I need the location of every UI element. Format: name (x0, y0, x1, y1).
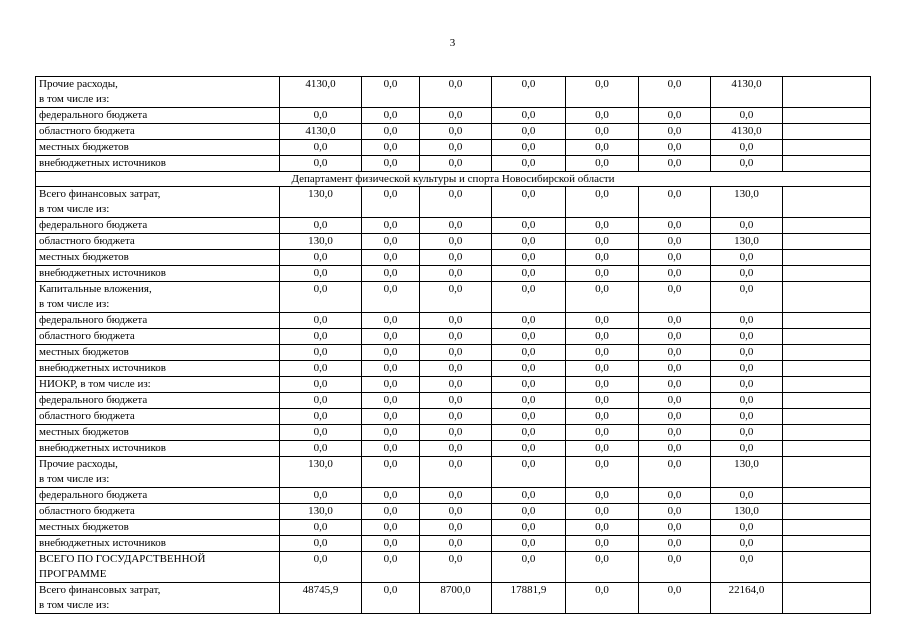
row-label: местных бюджетов (36, 345, 280, 361)
value-cell: 0,0 (566, 124, 639, 140)
value-cell: 0,0 (639, 425, 711, 441)
value-cell: 22164,0 (711, 583, 783, 614)
value-cell: 0,0 (711, 361, 783, 377)
value-cell: 0,0 (711, 266, 783, 282)
row-label: областного бюджета (36, 329, 280, 345)
value-cell: 0,0 (711, 250, 783, 266)
value-cell: 0,0 (639, 156, 711, 172)
value-cell (783, 140, 871, 156)
value-cell: 0,0 (639, 250, 711, 266)
table-row (36, 504, 871, 520)
value-cell: 0,0 (362, 361, 420, 377)
value-cell: 0,0 (492, 393, 566, 409)
value-cell: 130,0 (280, 234, 362, 250)
table-row (36, 345, 871, 361)
value-cell (783, 108, 871, 124)
value-cell: 0,0 (639, 504, 711, 520)
value-cell (783, 457, 871, 488)
value-cell: 0,0 (639, 266, 711, 282)
row-label: внебюджетных источников (36, 361, 280, 377)
value-cell: 0,0 (280, 377, 362, 393)
value-cell: 0,0 (420, 108, 492, 124)
value-cell: 0,0 (420, 488, 492, 504)
value-cell: 0,0 (492, 313, 566, 329)
value-cell (783, 266, 871, 282)
value-cell: 0,0 (566, 313, 639, 329)
row-label: федерального бюджета (36, 108, 280, 124)
value-cell: 0,0 (420, 457, 492, 488)
table-row (36, 282, 871, 313)
value-cell: 0,0 (492, 488, 566, 504)
table-row (36, 124, 871, 140)
value-cell (783, 313, 871, 329)
value-cell: 0,0 (711, 218, 783, 234)
value-cell: 0,0 (362, 488, 420, 504)
value-cell: 0,0 (566, 441, 639, 457)
row-label: Всего финансовых затрат, в том числе из: (36, 187, 280, 218)
value-cell: 0,0 (566, 520, 639, 536)
row-label: местных бюджетов (36, 520, 280, 536)
value-cell (783, 425, 871, 441)
value-cell: 0,0 (566, 536, 639, 552)
row-label: ВСЕГО ПО ГОСУДАРСТВЕННОЙ ПРОГРАММЕ (36, 552, 280, 583)
value-cell: 0,0 (420, 250, 492, 266)
value-cell: 0,0 (492, 457, 566, 488)
value-cell (783, 124, 871, 140)
value-cell: 0,0 (639, 409, 711, 425)
value-cell: 0,0 (566, 488, 639, 504)
table-row (36, 520, 871, 536)
row-label: федерального бюджета (36, 313, 280, 329)
value-cell: 0,0 (492, 361, 566, 377)
value-cell: 0,0 (566, 140, 639, 156)
value-cell: 0,0 (711, 409, 783, 425)
value-cell (783, 552, 871, 583)
value-cell: 0,0 (711, 282, 783, 313)
table-row (36, 536, 871, 552)
value-cell: 0,0 (639, 520, 711, 536)
value-cell: 0,0 (566, 457, 639, 488)
value-cell: 0,0 (280, 329, 362, 345)
row-label: областного бюджета (36, 409, 280, 425)
value-cell: 0,0 (639, 583, 711, 614)
value-cell (783, 329, 871, 345)
value-cell (783, 282, 871, 313)
table-row (36, 377, 871, 393)
value-cell: 0,0 (639, 77, 711, 108)
value-cell: 0,0 (362, 425, 420, 441)
value-cell (783, 250, 871, 266)
value-cell (783, 77, 871, 108)
value-cell: 0,0 (420, 124, 492, 140)
value-cell: 0,0 (566, 583, 639, 614)
value-cell: 0,0 (362, 218, 420, 234)
row-label: местных бюджетов (36, 250, 280, 266)
value-cell: 0,0 (639, 457, 711, 488)
table-row (36, 108, 871, 124)
value-cell: 130,0 (711, 457, 783, 488)
value-cell (783, 409, 871, 425)
value-cell: 0,0 (639, 218, 711, 234)
value-cell: 0,0 (492, 218, 566, 234)
value-cell: 0,0 (362, 409, 420, 425)
value-cell: 0,0 (420, 425, 492, 441)
value-cell: 0,0 (280, 156, 362, 172)
value-cell: 0,0 (280, 361, 362, 377)
value-cell: 0,0 (362, 504, 420, 520)
value-cell (783, 377, 871, 393)
value-cell: 0,0 (492, 266, 566, 282)
table-row (36, 234, 871, 250)
value-cell: 0,0 (492, 520, 566, 536)
value-cell: 0,0 (639, 187, 711, 218)
value-cell: 0,0 (420, 377, 492, 393)
value-cell: 0,0 (362, 520, 420, 536)
table-row (36, 187, 871, 218)
value-cell (783, 520, 871, 536)
value-cell: 0,0 (362, 393, 420, 409)
value-cell: 0,0 (362, 345, 420, 361)
value-cell: 0,0 (492, 156, 566, 172)
value-cell: 8700,0 (420, 583, 492, 614)
value-cell: 0,0 (362, 124, 420, 140)
value-cell (783, 345, 871, 361)
value-cell: 0,0 (280, 552, 362, 583)
value-cell: 0,0 (362, 536, 420, 552)
value-cell: 0,0 (420, 361, 492, 377)
value-cell (783, 156, 871, 172)
value-cell: 0,0 (711, 377, 783, 393)
table-row (36, 156, 871, 172)
value-cell: 0,0 (566, 156, 639, 172)
value-cell: 0,0 (492, 140, 566, 156)
value-cell: 0,0 (566, 377, 639, 393)
value-cell: 0,0 (711, 345, 783, 361)
value-cell: 0,0 (420, 187, 492, 218)
value-cell: 0,0 (362, 266, 420, 282)
row-label: Прочие расходы, в том числе из: (36, 77, 280, 108)
value-cell: 0,0 (639, 361, 711, 377)
row-label: областного бюджета (36, 124, 280, 140)
value-cell: 0,0 (420, 266, 492, 282)
value-cell: 130,0 (711, 234, 783, 250)
value-cell: 0,0 (566, 108, 639, 124)
value-cell: 0,0 (280, 441, 362, 457)
value-cell: 4130,0 (711, 124, 783, 140)
row-label: федерального бюджета (36, 218, 280, 234)
row-label: Всего финансовых затрат, в том числе из: (36, 583, 280, 614)
value-cell: 0,0 (566, 409, 639, 425)
value-cell: 4130,0 (280, 124, 362, 140)
value-cell: 0,0 (711, 108, 783, 124)
value-cell: 0,0 (362, 250, 420, 266)
value-cell: 0,0 (420, 140, 492, 156)
value-cell: 0,0 (280, 250, 362, 266)
value-cell: 0,0 (362, 187, 420, 218)
value-cell: 0,0 (639, 282, 711, 313)
value-cell: 0,0 (492, 329, 566, 345)
value-cell: 130,0 (280, 187, 362, 218)
table-row (36, 583, 871, 614)
value-cell: 0,0 (639, 313, 711, 329)
value-cell: 0,0 (362, 552, 420, 583)
value-cell: 0,0 (711, 520, 783, 536)
row-label: федерального бюджета (36, 488, 280, 504)
value-cell: 0,0 (280, 536, 362, 552)
value-cell: 0,0 (362, 329, 420, 345)
table-row (36, 409, 871, 425)
value-cell: 0,0 (639, 441, 711, 457)
budget-table (35, 76, 871, 614)
row-label: областного бюджета (36, 504, 280, 520)
value-cell: 0,0 (711, 313, 783, 329)
table-row (36, 425, 871, 441)
value-cell: 0,0 (566, 282, 639, 313)
section-header-group (36, 172, 871, 187)
value-cell: 0,0 (566, 329, 639, 345)
value-cell: 48745,9 (280, 583, 362, 614)
value-cell: 0,0 (420, 393, 492, 409)
value-cell: 0,0 (492, 187, 566, 218)
value-cell: 0,0 (492, 250, 566, 266)
value-cell: 0,0 (566, 504, 639, 520)
value-cell: 0,0 (639, 345, 711, 361)
value-cell: 0,0 (420, 520, 492, 536)
value-cell: 130,0 (711, 187, 783, 218)
value-cell: 0,0 (362, 377, 420, 393)
value-cell (783, 504, 871, 520)
value-cell: 0,0 (492, 536, 566, 552)
value-cell: 0,0 (566, 250, 639, 266)
table-row (36, 313, 871, 329)
value-cell: 0,0 (711, 140, 783, 156)
value-cell: 0,0 (639, 234, 711, 250)
value-cell: 0,0 (362, 441, 420, 457)
table-row (36, 441, 871, 457)
value-cell: 0,0 (280, 266, 362, 282)
value-cell: 0,0 (566, 218, 639, 234)
section-title: Департамент физической культуры и спорта Новосибирской области (36, 172, 871, 187)
value-cell: 0,0 (362, 234, 420, 250)
value-cell: 0,0 (420, 504, 492, 520)
row-label: местных бюджетов (36, 425, 280, 441)
value-cell: 0,0 (420, 536, 492, 552)
value-cell: 0,0 (362, 140, 420, 156)
value-cell: 0,0 (420, 552, 492, 583)
value-cell: 0,0 (420, 345, 492, 361)
table-row (36, 393, 871, 409)
value-cell: 0,0 (362, 313, 420, 329)
value-cell: 0,0 (362, 583, 420, 614)
value-cell: 0,0 (639, 552, 711, 583)
value-cell (783, 234, 871, 250)
value-cell: 0,0 (420, 409, 492, 425)
row-label: местных бюджетов (36, 140, 280, 156)
value-cell: 0,0 (420, 282, 492, 313)
value-cell: 0,0 (639, 536, 711, 552)
table-row (36, 77, 871, 108)
value-cell: 0,0 (639, 393, 711, 409)
value-cell: 0,0 (639, 108, 711, 124)
value-cell: 0,0 (280, 393, 362, 409)
value-cell: 0,0 (420, 234, 492, 250)
value-cell: 0,0 (639, 124, 711, 140)
table-row (36, 329, 871, 345)
value-cell: 0,0 (492, 124, 566, 140)
row-label: внебюджетных источников (36, 266, 280, 282)
row-label: внебюджетных источников (36, 536, 280, 552)
row-label: внебюджетных источников (36, 156, 280, 172)
page-number: 3 (449, 37, 456, 49)
value-cell: 0,0 (566, 345, 639, 361)
value-cell: 0,0 (492, 234, 566, 250)
value-cell: 0,0 (492, 409, 566, 425)
row-label: федерального бюджета (36, 393, 280, 409)
value-cell: 0,0 (566, 266, 639, 282)
section-header-row (36, 172, 871, 187)
table-row (36, 552, 871, 583)
value-cell: 0,0 (492, 425, 566, 441)
table-row (36, 361, 871, 377)
value-cell: 0,0 (566, 77, 639, 108)
value-cell: 0,0 (566, 361, 639, 377)
value-cell: 0,0 (280, 140, 362, 156)
value-cell: 0,0 (492, 504, 566, 520)
value-cell: 0,0 (711, 552, 783, 583)
table-row (36, 266, 871, 282)
value-cell: 0,0 (420, 156, 492, 172)
value-cell: 130,0 (280, 504, 362, 520)
value-cell: 0,0 (711, 329, 783, 345)
value-cell: 0,0 (711, 156, 783, 172)
value-cell: 0,0 (566, 425, 639, 441)
value-cell: 0,0 (420, 218, 492, 234)
value-cell: 0,0 (566, 187, 639, 218)
value-cell: 0,0 (420, 441, 492, 457)
table-row (36, 250, 871, 266)
value-cell: 0,0 (280, 313, 362, 329)
value-cell (783, 583, 871, 614)
value-cell: 0,0 (566, 393, 639, 409)
value-cell (783, 536, 871, 552)
value-cell: 17881,9 (492, 583, 566, 614)
value-cell: 0,0 (639, 140, 711, 156)
value-cell: 0,0 (711, 536, 783, 552)
value-cell: 0,0 (492, 77, 566, 108)
table-row (36, 140, 871, 156)
value-cell: 0,0 (492, 108, 566, 124)
value-cell (783, 441, 871, 457)
table-row (36, 457, 871, 488)
value-cell (783, 187, 871, 218)
value-cell: 0,0 (420, 329, 492, 345)
value-cell: 0,0 (280, 520, 362, 536)
value-cell: 0,0 (362, 282, 420, 313)
value-cell: 0,0 (711, 393, 783, 409)
value-cell (783, 361, 871, 377)
value-cell: 0,0 (280, 409, 362, 425)
table-body-top (36, 77, 871, 172)
value-cell: 0,0 (420, 313, 492, 329)
value-cell (783, 218, 871, 234)
value-cell (783, 393, 871, 409)
value-cell: 0,0 (362, 156, 420, 172)
row-label: внебюджетных источников (36, 441, 280, 457)
row-label: Прочие расходы, в том числе из: (36, 457, 280, 488)
value-cell: 0,0 (639, 329, 711, 345)
value-cell: 0,0 (280, 488, 362, 504)
value-cell: 0,0 (492, 345, 566, 361)
row-label: областного бюджета (36, 234, 280, 250)
value-cell: 0,0 (711, 441, 783, 457)
table-body-bottom (36, 187, 871, 614)
value-cell: 130,0 (711, 504, 783, 520)
value-cell: 0,0 (280, 425, 362, 441)
table-row (36, 488, 871, 504)
value-cell: 0,0 (280, 108, 362, 124)
value-cell: 0,0 (639, 488, 711, 504)
value-cell: 0,0 (280, 282, 362, 313)
value-cell (783, 488, 871, 504)
value-cell: 0,0 (362, 108, 420, 124)
value-cell: 0,0 (280, 218, 362, 234)
value-cell: 0,0 (362, 457, 420, 488)
row-label: НИОКР, в том числе из: (36, 377, 280, 393)
value-cell: 0,0 (566, 552, 639, 583)
value-cell: 0,0 (566, 234, 639, 250)
value-cell: 4130,0 (711, 77, 783, 108)
value-cell: 0,0 (711, 425, 783, 441)
row-label: Капитальные вложения, в том числе из: (36, 282, 280, 313)
value-cell: 0,0 (492, 282, 566, 313)
table-row (36, 218, 871, 234)
value-cell: 4130,0 (280, 77, 362, 108)
value-cell: 0,0 (280, 345, 362, 361)
value-cell: 0,0 (711, 488, 783, 504)
value-cell: 0,0 (639, 377, 711, 393)
value-cell: 0,0 (362, 77, 420, 108)
value-cell: 0,0 (492, 441, 566, 457)
value-cell: 130,0 (280, 457, 362, 488)
value-cell: 0,0 (492, 552, 566, 583)
value-cell: 0,0 (420, 77, 492, 108)
value-cell: 0,0 (492, 377, 566, 393)
